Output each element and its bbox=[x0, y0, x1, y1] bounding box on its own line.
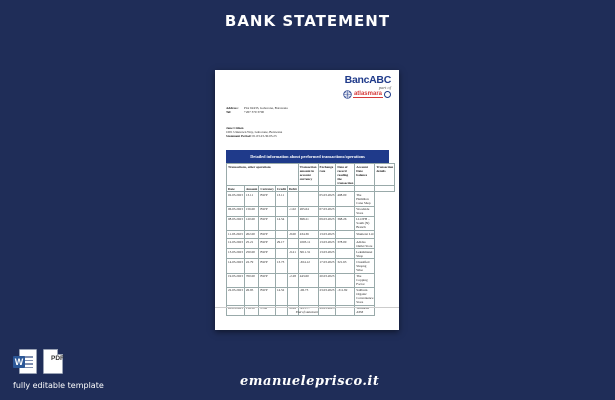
table-cell: 09.03.2023 bbox=[318, 216, 336, 230]
table-cell: BWP bbox=[259, 192, 276, 206]
table-cell: -06.73 bbox=[298, 287, 318, 305]
transactions-body bbox=[227, 192, 395, 316]
bank-statement-document bbox=[215, 70, 399, 330]
table-cell: 26.95 bbox=[244, 287, 259, 305]
table-cell: 28.03.2023 bbox=[227, 305, 245, 315]
pdf-label: PDF bbox=[51, 355, 64, 362]
format-icons bbox=[13, 349, 67, 375]
table-cell: 25.21 bbox=[244, 238, 259, 248]
table-cell: 08.03.2023 bbox=[227, 216, 245, 230]
table-row bbox=[227, 249, 395, 259]
end-of-statement: End of statement bbox=[295, 310, 319, 314]
address-value: Plot 62433, Gaborone, Botswana bbox=[244, 106, 288, 110]
table-cell: 700.00 bbox=[244, 273, 259, 287]
table-cell bbox=[288, 216, 299, 230]
table-cell: 378.00 bbox=[336, 238, 355, 248]
table-cell: 02.03.2023 bbox=[227, 192, 245, 206]
table-cell: -9.21 bbox=[288, 249, 299, 259]
col-details: Transaction details bbox=[375, 164, 395, 186]
website-link[interactable]: emanueleprisco.it bbox=[240, 374, 380, 389]
table-cell: BWP bbox=[259, 216, 276, 230]
table-cell: 06.03.2023 bbox=[227, 206, 245, 216]
transactions-table bbox=[226, 163, 395, 316]
table-row bbox=[227, 230, 395, 238]
table-cell bbox=[288, 238, 299, 248]
table-cell: 14.03.2023 bbox=[227, 259, 245, 273]
table-cell: 14.52 bbox=[275, 287, 287, 305]
table-header-row bbox=[227, 164, 395, 186]
table-cell: BWP bbox=[259, 238, 276, 248]
document-footer bbox=[215, 307, 399, 314]
table-cell: 14.54 bbox=[275, 216, 287, 230]
bank-logo bbox=[343, 74, 391, 99]
statement-period-label: Statement Period: bbox=[226, 134, 252, 138]
table-cell: 321.63 bbox=[336, 259, 355, 273]
table-cell: 22.79 bbox=[244, 259, 259, 273]
table-cell bbox=[298, 192, 318, 206]
table-cell: 05.03.2023 bbox=[318, 192, 336, 206]
table-cell: -311.82 bbox=[336, 287, 355, 305]
table-cell bbox=[275, 206, 287, 216]
table-cell: BWP bbox=[259, 273, 276, 287]
bank-address-block bbox=[226, 106, 336, 114]
table-row bbox=[227, 273, 395, 287]
customer-address: 1001 Unknown Way, Gaborone, Botswana bbox=[226, 130, 283, 134]
table-cell: 13.11 bbox=[275, 192, 287, 206]
table-cell: Saltburn Organic Convenience Store bbox=[356, 288, 374, 305]
table-cell: 368.26 bbox=[336, 216, 355, 230]
table-cell: Withdraw ATM bbox=[355, 305, 375, 315]
col-amount-tx: Transaction amount in account currency bbox=[298, 164, 318, 186]
col-rate: Exchange rate bbox=[318, 164, 336, 186]
word-badge: W bbox=[14, 357, 24, 367]
table-cell bbox=[336, 230, 355, 238]
table-cell: USD bbox=[259, 305, 276, 315]
sub-debit: Debit bbox=[289, 186, 297, 191]
table-cell: BWP bbox=[259, 249, 276, 259]
table-cell: BWP bbox=[259, 259, 276, 273]
table-cell: 3011.31 bbox=[298, 249, 318, 259]
table-cell: -654.12 bbox=[298, 259, 318, 273]
table-cell bbox=[275, 273, 287, 287]
table-cell: The Hamilton Cane Shop bbox=[355, 192, 375, 206]
table-cell: 116.50 bbox=[244, 305, 259, 315]
table-cell: 23.03.2023 bbox=[318, 287, 336, 305]
table-cell: 12.03.2023 bbox=[227, 238, 245, 248]
table-cell: 13.03.2023 bbox=[318, 249, 336, 259]
table-cell bbox=[288, 259, 299, 273]
transactions-table-wrap bbox=[226, 150, 394, 316]
sub-currency: Currency bbox=[260, 186, 274, 191]
banner-title: BANK STATEMENT bbox=[224, 12, 391, 30]
sub-date: Date bbox=[227, 186, 245, 192]
table-cell: -8.00 bbox=[288, 230, 299, 238]
table-cell: BWP bbox=[259, 230, 276, 238]
table-cell: -1.02 bbox=[288, 206, 299, 216]
col-date-record: Date of record reading the transaction bbox=[337, 164, 354, 185]
table-cell: 698.21 bbox=[298, 216, 318, 230]
table-cell: 408.00 bbox=[336, 192, 355, 206]
table-cell: 265.64 bbox=[298, 206, 318, 216]
pdf-file-icon bbox=[43, 349, 67, 375]
table-cell: 13.03.2023 bbox=[227, 249, 245, 259]
table-cell: 1003.11 bbox=[298, 238, 318, 248]
table-cell bbox=[288, 192, 299, 206]
word-file-icon bbox=[13, 349, 37, 375]
table-row bbox=[227, 259, 395, 273]
table-cell: Woodside Store bbox=[355, 206, 375, 216]
table-cell bbox=[336, 249, 355, 259]
table-cell bbox=[336, 206, 355, 216]
atlasmara-wordmark: atlasmara bbox=[353, 91, 382, 97]
logo-part-of: part of bbox=[378, 85, 391, 90]
table-cell: 156.00 bbox=[244, 206, 259, 216]
table-cell bbox=[275, 249, 287, 259]
table-cell: Lekshmanet Shop bbox=[355, 249, 375, 259]
table-cell bbox=[288, 287, 299, 305]
table-cell: Adidas Outlet Store bbox=[355, 238, 375, 248]
table-cell: 434.36 bbox=[298, 230, 318, 238]
table-row bbox=[227, 287, 395, 305]
ring-icon bbox=[384, 91, 391, 98]
table-cell: BWP bbox=[259, 206, 276, 216]
table-cell: 11.03.2023 bbox=[227, 230, 245, 238]
table-cell: -2.28 bbox=[288, 273, 299, 287]
table-cell: 22.03.2023 bbox=[227, 287, 245, 305]
group-header: Transactions, other operations bbox=[227, 164, 299, 186]
table-cell bbox=[275, 230, 287, 238]
atlasmara-logo bbox=[343, 90, 391, 99]
table-cell: LLOYB – South (N) Branch bbox=[355, 216, 375, 230]
table-cell: 13.73 bbox=[275, 259, 287, 273]
tel-value: +267 370 3700 bbox=[244, 110, 264, 114]
table-cell: 29.17 bbox=[275, 238, 287, 248]
transactions-table-heading: Detailed information about performed transactions/operations bbox=[226, 150, 389, 163]
table-cell: 443.60 bbox=[298, 273, 318, 287]
table-cell: The Copping Factor bbox=[355, 273, 375, 287]
table-row bbox=[227, 192, 395, 206]
table-cell: 13.03.2023 bbox=[318, 238, 336, 248]
table-cell: 13.11 bbox=[244, 192, 259, 206]
col-balance: Account Date balance bbox=[355, 164, 375, 186]
table-cell: 250.00 bbox=[244, 249, 259, 259]
globe-icon bbox=[343, 90, 352, 99]
table-row bbox=[227, 206, 395, 216]
tel-label: Tel: bbox=[226, 110, 232, 114]
table-cell: 29.03.2023 bbox=[318, 305, 336, 315]
table-cell: 19.03.2023 bbox=[227, 273, 245, 287]
table-cell: -455.77 bbox=[298, 305, 318, 315]
table-cell: 17.03.2023 bbox=[318, 259, 336, 273]
sub-amount: Amount bbox=[245, 186, 258, 191]
logo-name: BancABC bbox=[344, 74, 391, 86]
table-row bbox=[227, 216, 395, 230]
table-cell bbox=[336, 273, 355, 287]
table-cell: 07.03.2023 bbox=[318, 206, 336, 216]
table-cell: 202.00 bbox=[244, 230, 259, 238]
table-row bbox=[227, 238, 395, 248]
customer-block bbox=[226, 126, 346, 138]
table-cell: 120.00 bbox=[244, 216, 259, 230]
customer-name: Jane Citizen bbox=[226, 126, 244, 130]
address-label: Address: bbox=[226, 106, 239, 110]
table-cell: 13.03.2023 bbox=[318, 230, 336, 238]
table-cell: BWP bbox=[259, 287, 276, 305]
table-cell: -6.69 bbox=[288, 305, 299, 315]
table-cell: 20.03.2023 bbox=[318, 273, 336, 287]
table-cell: Shutterst Ltd bbox=[355, 230, 375, 238]
table-cell: Classified Shopng Wise bbox=[355, 259, 375, 273]
sub-credit: Credit bbox=[276, 186, 286, 191]
editable-template-caption: fully editable template bbox=[13, 381, 104, 390]
statement-period-value: 01.03.23-30.03.23 bbox=[252, 134, 277, 138]
